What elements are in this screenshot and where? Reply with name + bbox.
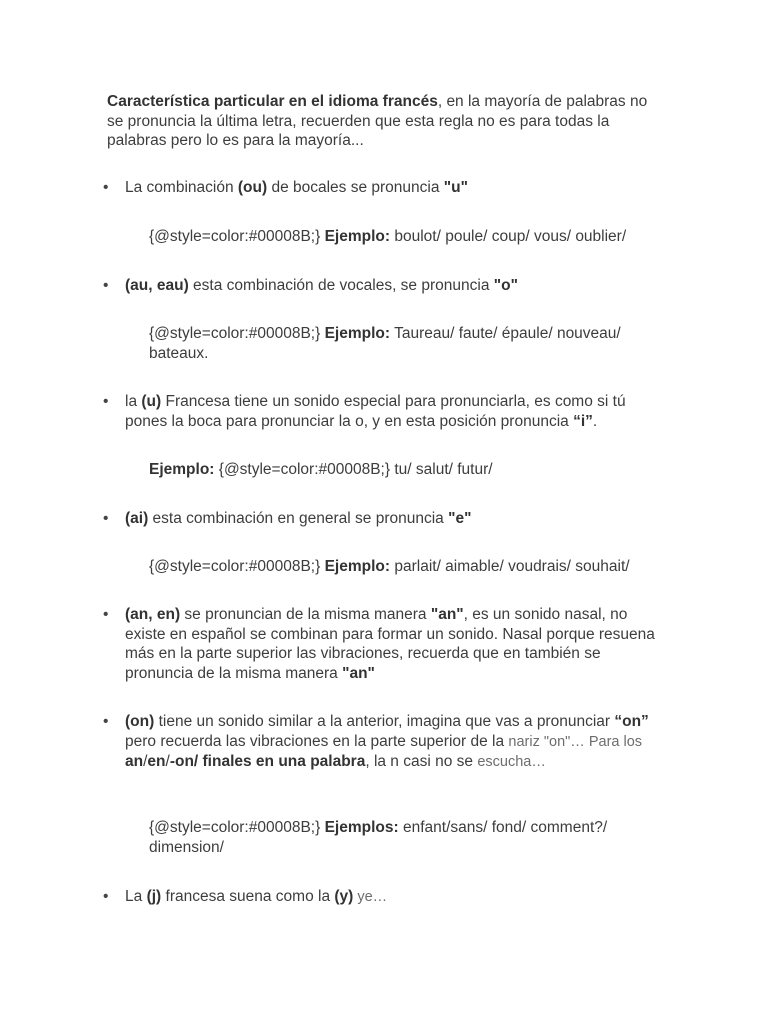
- list-item-j: • La (j) francesa suena como la (y) ye…: [125, 887, 665, 908]
- example-label: Ejemplo:: [324, 558, 391, 575]
- example-au-eau: {@style=color:#00008B;} Ejemplo: Taureau/ faute/ épaule/ nouveau/ bateaux.: [149, 325, 621, 362]
- list-item-ou: • La combinación (ou) de bocales se pronuncia "u": [125, 178, 665, 198]
- style-tag: {@style=color:#00008B;}: [149, 819, 321, 836]
- list-item-au-eau: • (au, eau) esta combinación de vocales, se pronuncia "o": [125, 276, 665, 296]
- example-label: Ejemplos:: [324, 819, 399, 836]
- example-on: {@style=color:#00008B;} Ejemplos: enfant/sans/ fond/ comment?/ dimension/: [149, 819, 608, 856]
- example-ai: {@style=color:#00008B;} Ejemplo: parlait/ aimable/ voudrais/ souhait/: [149, 558, 630, 575]
- example-ou: {@style=color:#00008B;} Ejemplo: boulot/ poule/ coup/ vous/ oublier/: [149, 228, 627, 245]
- style-tag: {@style=color:#00008B;}: [149, 325, 321, 342]
- example-label: Ejemplo:: [324, 325, 391, 342]
- example-label: Ejemplo:: [324, 228, 391, 245]
- intro-text: , en la mayoría de palabras no se pronuncia la última letra, recuerden que esta regla no es para todas la palabras pero lo es para la mayoría...: [107, 93, 648, 149]
- intro-title: Característica particular en el idioma francés: [107, 93, 438, 110]
- example-label: Ejemplo:: [149, 461, 215, 478]
- style-tag: {@style=color:#00008B;}: [149, 228, 321, 245]
- list-item-on: • (on) tiene un sonido similar a la anterior, imagina que vas a pronunciar “on” pero recuerda las vibraciones en la parte superior de la nariz "on"… Para los an/en/-on/ finales en una palabra, la n casi no se escucha…: [125, 712, 665, 773]
- list-item-u: • la (u) Francesa tiene un sonido especial para pronunciarla, es como si tú pones la boca para pronunciar la o, y en esta posición pronuncia “i”.: [125, 392, 665, 431]
- intro-paragraph: [107, 92, 667, 151]
- list-item-an-en: • (an, en) se pronuncian de la misma manera "an", es un sonido nasal, no existe en español se combinan para formar un sonido. Nasal porque resuena más en la parte superior las vibraciones, recuerda que en también se pronuncia de la misma manera "an": [125, 605, 665, 683]
- style-tag: {@style=color:#00008B;}: [149, 558, 321, 575]
- list-item-ai: • (ai) esta combinación en general se pronuncia "e": [125, 509, 665, 529]
- style-tag: {@style=color:#00008B;}: [218, 461, 391, 478]
- example-u: Ejemplo: {@style=color:#00008B;} tu/ salut/ futur/: [149, 461, 493, 478]
